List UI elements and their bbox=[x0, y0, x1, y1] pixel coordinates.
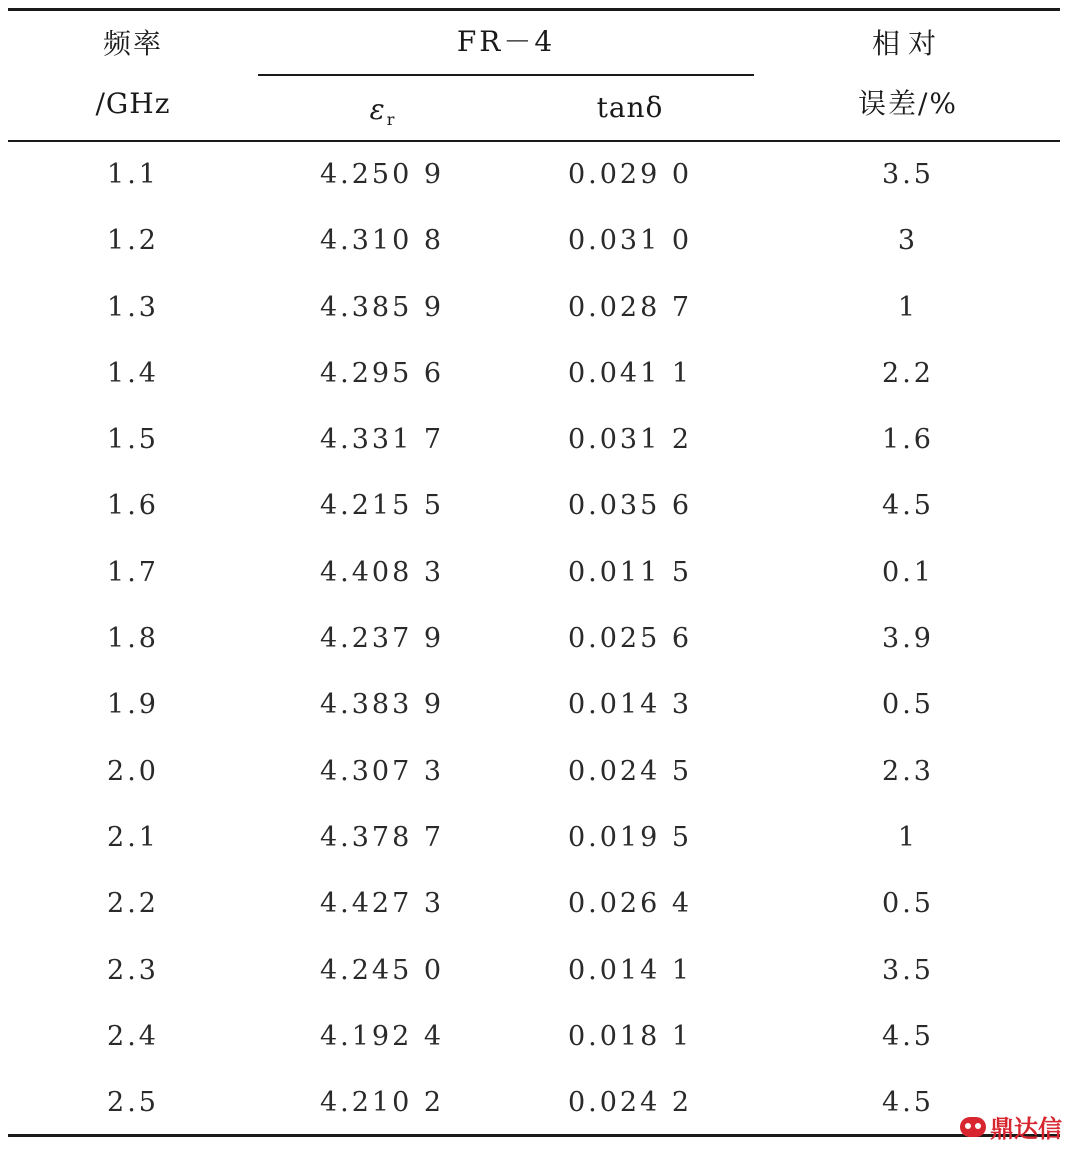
header-permittivity-subscript: r bbox=[386, 110, 395, 129]
table-row bbox=[8, 275, 1060, 341]
cell-frequency: 1.6 bbox=[107, 490, 159, 522]
cell-relative-error: 3.5 bbox=[882, 159, 934, 190]
cell-relative-error: 2.2 bbox=[882, 357, 934, 389]
cell-relative-error: 0.1 bbox=[882, 556, 934, 588]
cell-permittivity: 4.408 3 bbox=[319, 556, 445, 588]
cell-permittivity: 4.295 6 bbox=[319, 357, 445, 389]
header-frequency: 频率 bbox=[102, 27, 163, 60]
table-row bbox=[8, 871, 1060, 937]
cell-relative-error: 2.3 bbox=[882, 755, 934, 787]
cell-permittivity: 4.192 4 bbox=[319, 1020, 445, 1052]
cell-loss-tangent: 0.029 0 bbox=[567, 159, 693, 190]
table-row bbox=[8, 938, 1060, 1004]
cell-permittivity: 4.250 9 bbox=[319, 159, 445, 190]
cell-relative-error: 3.5 bbox=[882, 954, 934, 986]
cell-loss-tangent: 0.014 1 bbox=[567, 954, 693, 986]
watermark bbox=[960, 1109, 1062, 1144]
cell-frequency: 1.7 bbox=[107, 556, 159, 588]
table-row bbox=[8, 473, 1060, 539]
cell-frequency: 2.3 bbox=[107, 954, 159, 986]
cell-relative-error: 0.5 bbox=[882, 888, 934, 920]
header-group-rule bbox=[258, 74, 754, 76]
cell-relative-error: 3 bbox=[897, 225, 919, 257]
header-fr4-group: FR－4 bbox=[456, 25, 556, 58]
cell-frequency: 1.3 bbox=[107, 291, 159, 323]
header-frequency-unit: /GHz bbox=[95, 87, 171, 120]
cell-relative-error: 1 bbox=[897, 821, 919, 853]
cell-loss-tangent: 0.019 5 bbox=[567, 821, 693, 853]
cell-loss-tangent: 0.035 6 bbox=[567, 490, 693, 522]
cell-relative-error: 4.5 bbox=[882, 490, 934, 522]
watermark-text: 鼎达信 bbox=[990, 1115, 1062, 1143]
cell-loss-tangent: 0.024 5 bbox=[567, 755, 693, 787]
cell-loss-tangent: 0.025 6 bbox=[567, 623, 693, 655]
table-row bbox=[8, 1070, 1060, 1136]
cell-loss-tangent: 0.026 4 bbox=[567, 888, 693, 920]
table-row bbox=[8, 1004, 1060, 1070]
cell-frequency: 1.5 bbox=[107, 424, 159, 456]
table-body bbox=[8, 142, 1060, 1136]
logo-icon bbox=[960, 1117, 986, 1137]
table-row bbox=[8, 208, 1060, 274]
cell-permittivity: 4.385 9 bbox=[319, 291, 445, 323]
cell-frequency: 1.9 bbox=[107, 689, 159, 721]
cell-permittivity: 4.427 3 bbox=[319, 888, 445, 920]
cell-frequency: 2.1 bbox=[107, 821, 159, 853]
header-relative: 相对 bbox=[871, 27, 944, 60]
cell-frequency: 2.0 bbox=[107, 755, 159, 787]
cell-relative-error: 1.6 bbox=[882, 424, 934, 456]
cell-relative-error: 4.5 bbox=[882, 1087, 934, 1119]
cell-frequency: 2.5 bbox=[107, 1087, 159, 1119]
cell-frequency: 1.1 bbox=[107, 159, 159, 190]
cell-frequency: 2.4 bbox=[107, 1020, 159, 1052]
cell-permittivity: 4.210 2 bbox=[319, 1087, 445, 1119]
table-row bbox=[8, 672, 1060, 738]
cell-relative-error: 3.9 bbox=[882, 623, 934, 655]
cell-permittivity: 4.310 8 bbox=[319, 225, 445, 257]
cell-permittivity: 4.215 5 bbox=[319, 490, 445, 522]
cell-loss-tangent: 0.014 3 bbox=[567, 689, 693, 721]
table-row bbox=[8, 739, 1060, 805]
cell-relative-error: 4.5 bbox=[882, 1020, 934, 1052]
header-loss-tangent: tanδ bbox=[596, 91, 664, 124]
table-row bbox=[8, 805, 1060, 871]
cell-loss-tangent: 0.041 1 bbox=[567, 357, 693, 389]
table-row bbox=[8, 407, 1060, 473]
table-row bbox=[8, 341, 1060, 407]
cell-permittivity: 4.378 7 bbox=[319, 821, 445, 853]
cell-permittivity: 4.331 7 bbox=[319, 424, 445, 456]
cell-loss-tangent: 0.011 5 bbox=[567, 556, 693, 588]
cell-permittivity: 4.237 9 bbox=[319, 623, 445, 655]
cell-permittivity: 4.245 0 bbox=[319, 954, 445, 986]
cell-relative-error: 1 bbox=[897, 291, 919, 323]
cell-loss-tangent: 0.031 2 bbox=[567, 424, 693, 456]
cell-loss-tangent: 0.031 0 bbox=[567, 225, 693, 257]
header-permittivity bbox=[258, 93, 506, 129]
cell-relative-error: 0.5 bbox=[882, 689, 934, 721]
cell-frequency: 1.2 bbox=[107, 225, 159, 257]
cell-permittivity: 4.307 3 bbox=[319, 755, 445, 787]
table-row bbox=[8, 606, 1060, 672]
table-bottom-rule bbox=[8, 1134, 1060, 1137]
cell-loss-tangent: 0.028 7 bbox=[567, 291, 693, 323]
table-row bbox=[8, 142, 1060, 208]
header-permittivity-symbol: ε bbox=[369, 93, 385, 126]
cell-loss-tangent: 0.018 1 bbox=[567, 1020, 693, 1052]
cell-loss-tangent: 0.024 2 bbox=[567, 1087, 693, 1119]
table-top-rule bbox=[8, 8, 1060, 11]
table-row bbox=[8, 540, 1060, 606]
cell-frequency: 2.2 bbox=[107, 888, 159, 920]
cell-frequency: 1.4 bbox=[107, 357, 159, 389]
header-error-unit: 误差/% bbox=[857, 87, 959, 120]
cell-frequency: 1.8 bbox=[107, 623, 159, 655]
cell-permittivity: 4.383 9 bbox=[319, 689, 445, 721]
